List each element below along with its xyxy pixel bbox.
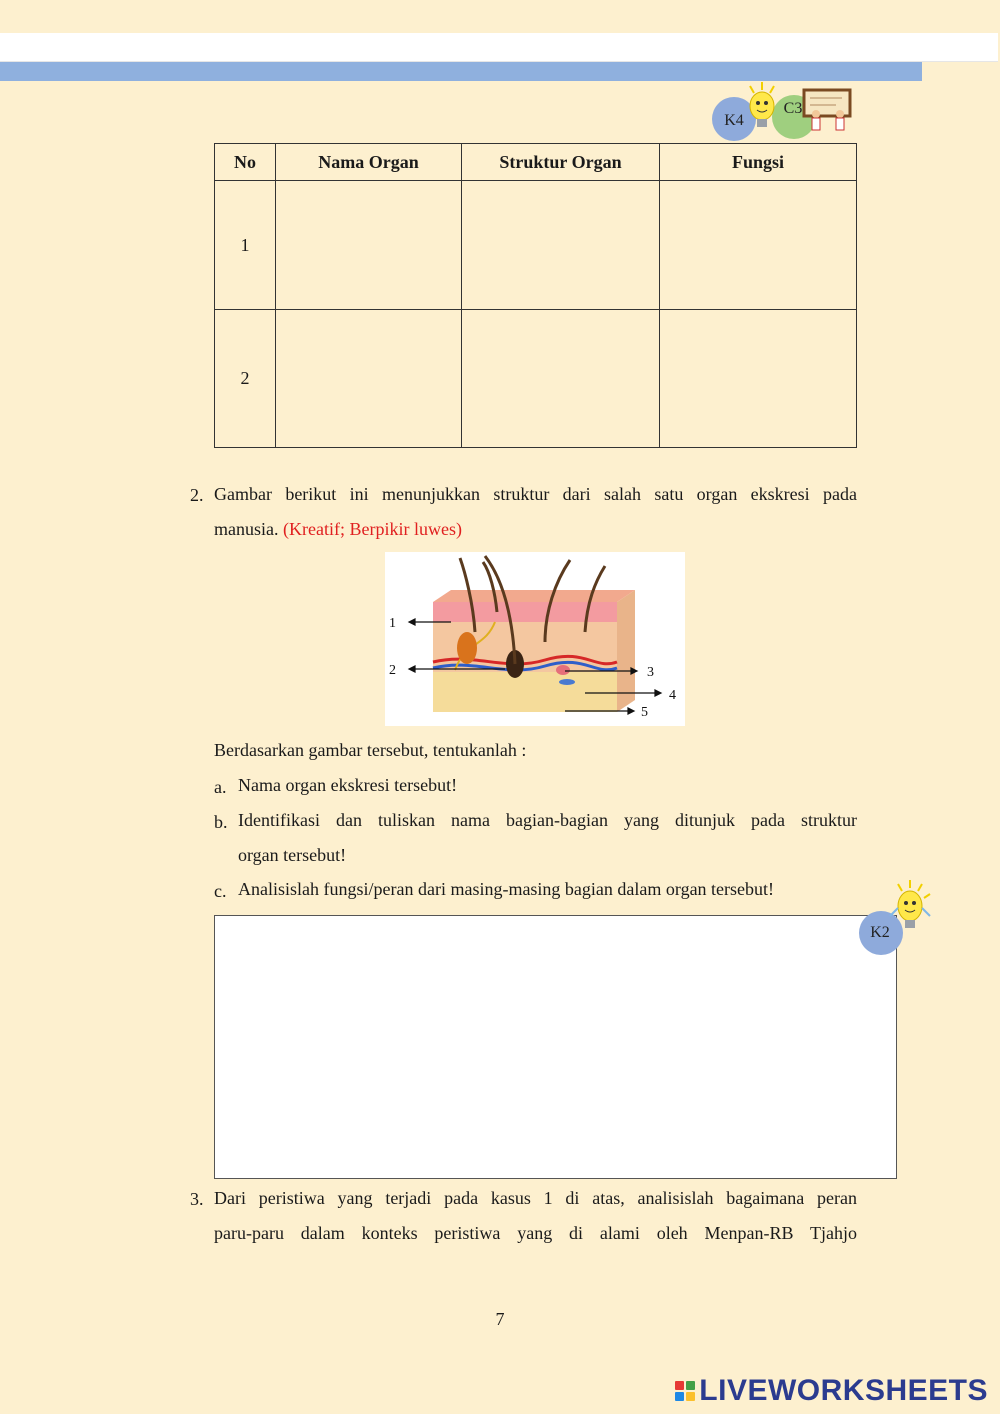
row-number: 2 (215, 310, 276, 448)
table-row (215, 310, 857, 448)
item-b-text-cont: organ tersebut! (238, 845, 347, 865)
item-b-letter: b. (214, 812, 228, 832)
cell-nama-organ[interactable] (276, 310, 462, 448)
header-white-band (0, 33, 998, 62)
question-2-intro: Berdasarkan gambar tersebut, tentukanlah : (214, 740, 527, 760)
brand-name: LIVEWORKSHEETS (699, 1374, 988, 1407)
header-no: No (215, 144, 276, 181)
badge-c3-label: C3 (783, 100, 803, 117)
cell-struktur-organ[interactable] (462, 181, 660, 310)
figure-label-5: 5 (641, 705, 648, 720)
item-b-text: Identifikasi dan tuliskan nama bagian-bagian yang ditunjuk pada struktur (238, 810, 857, 830)
blackboard-kids-icon (804, 90, 850, 130)
table-row (215, 181, 857, 310)
table-header-row (215, 144, 857, 181)
item-a-letter: a. (214, 777, 227, 797)
question-3-number: 3. (190, 1189, 204, 1209)
badge-k4-label: K4 (724, 112, 744, 129)
cell-nama-organ[interactable] (276, 181, 462, 310)
cell-fungsi[interactable] (660, 181, 857, 310)
item-c-letter: c. (214, 881, 227, 901)
answer-textbox[interactable] (214, 915, 897, 1179)
header-struktur-organ: Struktur Organ (462, 144, 660, 181)
lightbulb-mascot-icon (732, 78, 862, 140)
header-nama-organ: Nama Organ (276, 144, 462, 181)
logo-grid-icon (675, 1381, 695, 1401)
question-2-text: manusia. (214, 519, 279, 539)
question-2-line1: Gambar berikut ini menunjukkan struktur dari salah satu organ ekskresi pada (214, 484, 857, 504)
item-a-text: Nama organ ekskresi tersebut! (238, 775, 458, 795)
figure-label-4: 4 (669, 688, 676, 703)
figure-label-3: 3 (647, 665, 654, 680)
question-2-skill-tag: (Kreatif; Berpikir luwes) (283, 519, 462, 539)
cell-struktur-organ[interactable] (462, 310, 660, 448)
cell-fungsi[interactable] (660, 310, 857, 448)
question-3-line2: paru-paru dalam konteks peristiwa yang di alami oleh Menpan-RB Tjahjo (214, 1223, 857, 1243)
lightbulb-mascot-icon (880, 878, 940, 948)
figure-label-1: 1 (389, 616, 396, 631)
question-2-number: 2. (190, 485, 204, 505)
skin-structure-figure (385, 552, 685, 726)
item-c-text: Analisislah fungsi/peran dari masing-masing bagian dalam organ tersebut! (238, 879, 775, 899)
page-number: 7 (495, 1309, 505, 1329)
organ-table (214, 143, 857, 448)
question-3-line1: Dari peristiwa yang terjadi pada kasus 1 di atas, analisislah bagaimana peran (214, 1188, 857, 1208)
liveworksheets-logo[interactable] (675, 1374, 988, 1408)
figure-label-2: 2 (389, 663, 396, 678)
badge-k2-label: K2 (870, 924, 890, 941)
question-2-line2 (214, 512, 857, 547)
header-fungsi: Fungsi (660, 144, 857, 181)
row-number: 1 (215, 181, 276, 310)
